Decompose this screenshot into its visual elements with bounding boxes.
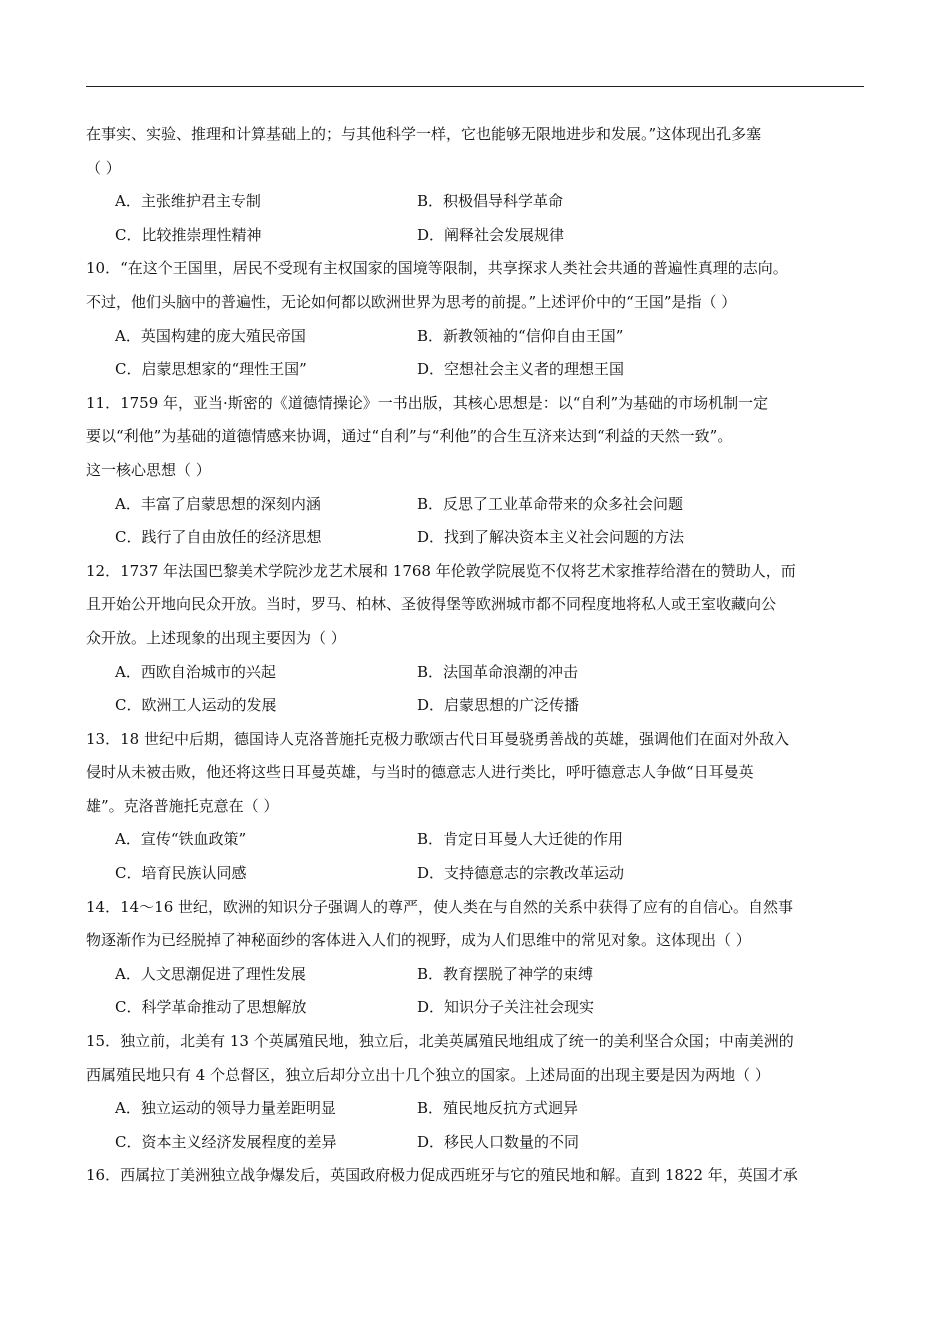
question-14-option-c: C．科学革命推动了思想解放 — [115, 998, 307, 1017]
question-12-option-c: C．欧洲工人运动的发展 — [115, 696, 277, 715]
question-15-option-b: B．殖民地反抗方式迥异 — [417, 1099, 579, 1118]
question-10-options-row-1 — [86, 320, 866, 354]
question-11 — [86, 387, 866, 555]
question-11-option-d: D．找到了解决资本主义社会问题的方法 — [417, 528, 685, 547]
question-10-options-row-2 — [86, 353, 866, 387]
question-10-stem-line-1: 10．“在这个王国里，居民不受现有主权国家的国境等限制，共享探求人类社会共通的普遍性真理的志向。 — [86, 259, 788, 278]
question-11-stem-line-3: 这一核心思想（ ） — [86, 460, 211, 479]
question-14-stem-line-2: 物逐渐作为已经脱掉了神秘面纱的客体进入人们的视野，成为人们思维中的常见对象。这体现出（ ） — [86, 931, 751, 950]
question-11-option-c: C．践行了自由放任的经济思想 — [115, 528, 322, 547]
question-9-answer-blank: （ ） — [86, 158, 121, 177]
question-10-option-d: D．空想社会主义者的理想王国 — [417, 360, 625, 379]
question-11-options-row-1 — [86, 488, 866, 522]
question-12-option-b: B．法国革命浪潮的冲击 — [417, 662, 579, 681]
question-9-options-row-2 — [86, 219, 866, 253]
question-14-option-b: B．教育摆脱了神学的束缚 — [417, 964, 594, 983]
question-10 — [86, 252, 866, 386]
question-15-options-row-2 — [86, 1126, 866, 1160]
question-13-option-a: A．宣传“铁血政策” — [115, 830, 247, 849]
question-14-option-d: D．知识分子关注社会现实 — [417, 998, 595, 1017]
question-15-stem-line-1: 15．独立前，北美有 13 个英属殖民地，独立后，北美英属殖民地组成了统一的美利坚合众国；中南美洲的 — [86, 1032, 794, 1051]
question-15-options-row-1 — [86, 1092, 866, 1126]
question-9-option-a: A．主张维护君主专制 — [115, 192, 261, 211]
question-13-options-row-1 — [86, 823, 866, 857]
question-9-option-c: C．比较推崇理性精神 — [115, 225, 262, 244]
question-11-stem-line-1: 11．1759 年，亚当·斯密的《道德情操论》一书出版，其核心思想是：以“自利”为基础的市场机制一定 — [86, 393, 769, 412]
question-11-option-a: A．丰富了启蒙思想的深刻内涵 — [115, 494, 321, 513]
question-13-option-c: C．培育民族认同感 — [115, 864, 247, 883]
question-9-option-d: D．阐释社会发展规律 — [417, 225, 565, 244]
question-12-options-row-1 — [86, 656, 866, 690]
question-13-options-row-2 — [86, 857, 866, 891]
question-13-stem-line-2: 侵时从未被击败，他还将这些日耳曼英雄，与当时的德意志人进行类比，呼吁德意志人争做“日耳曼英 — [86, 763, 754, 782]
question-13-option-b: B．肯定日耳曼人大迁徙的作用 — [417, 830, 624, 849]
question-11-stem-line-2: 要以“利他”为基础的道德情感来协调，通过“自利”与“利他”的合生互济来达到“利益的天然一致”。 — [86, 427, 733, 446]
question-14 — [86, 891, 866, 1025]
question-12-stem-line-3: 众开放。上述现象的出现主要因为（ ） — [86, 628, 346, 647]
question-9-stem-line-1: 在事实、实验、推理和计算基础上的；与其他科学一样，它也能够无限地进步和发展。”这体现出孔多塞 — [86, 125, 762, 143]
question-15 — [86, 1025, 866, 1159]
question-10-option-a: A．英国构建的庞大殖民帝国 — [115, 326, 306, 345]
question-14-stem-line-1: 14．14～16 世纪，欧洲的知识分子强调人的尊严，使人类在与自然的关系中获得了应有的自信心。自然事 — [86, 897, 794, 916]
header-rule — [86, 86, 864, 87]
question-10-option-c: C．启蒙思想家的“理性王国” — [115, 360, 307, 379]
question-11-option-b: B．反思了工业革命带来的众多社会问题 — [417, 494, 684, 513]
question-13 — [86, 723, 866, 891]
question-12-options-row-2 — [86, 689, 866, 723]
question-12-option-d: D．启蒙思想的广泛传播 — [417, 696, 580, 715]
question-15-option-d: D．移民人口数量的不同 — [417, 1132, 580, 1151]
question-12 — [86, 555, 866, 723]
question-14-options-row-2 — [86, 991, 866, 1025]
question-16-stem-line-1: 16．西属拉丁美洲独立战争爆发后，英国政府极力促成西班牙与它的殖民地和解。直到 1822 年，英国才承 — [86, 1166, 798, 1185]
question-9-option-b: B．积极倡导科学革命 — [417, 192, 564, 211]
question-12-stem-line-2: 且开始公开地向民众开放。当时，罗马、柏林、圣彼得堡等欧洲城市都不同程度地将私人或王室收藏向公 — [86, 595, 777, 614]
question-15-option-a: A．独立运动的领导力量差距明显 — [115, 1099, 336, 1118]
question-12-stem-line-1: 12．1737 年法国巴黎美术学院沙龙艺术展和 1768 年伦敦学院展览不仅将艺术家推荐给潜在的赞助人，而 — [86, 561, 796, 580]
question-16 — [86, 1159, 866, 1193]
question-12-option-a: A．西欧自治城市的兴起 — [115, 662, 276, 681]
question-9-options-row-1 — [86, 185, 866, 219]
question-14-options-row-1 — [86, 958, 866, 992]
question-13-stem-line-1: 13．18 世纪中后期，德国诗人克洛普施托克极力歌颂古代日耳曼骁勇善战的英雄，强调他们在面对外敌入 — [86, 729, 789, 748]
question-15-stem-line-2: 西属殖民地只有 4 个总督区，独立后却分立出十几个独立的国家。上述局面的出现主要是因为两地（ ） — [86, 1065, 770, 1084]
exam-page-content — [86, 118, 866, 1193]
question-15-option-c: C．资本主义经济发展程度的差异 — [115, 1132, 337, 1151]
question-10-stem-line-2: 不过，他们头脑中的普遍性，无论如何都以欧洲世界为思考的前提。”上述评价中的“王国”是指（ ） — [86, 292, 737, 311]
question-10-option-b: B．新教领袖的“信仰自由王国” — [417, 326, 624, 345]
question-9 — [86, 118, 866, 252]
question-11-options-row-2 — [86, 521, 866, 555]
question-14-option-a: A．人文思潮促进了理性发展 — [115, 964, 306, 983]
question-13-stem-line-3: 雄”。克洛普施托克意在（ ） — [86, 796, 279, 815]
question-13-option-d: D．支持德意志的宗教改革运动 — [417, 864, 625, 883]
